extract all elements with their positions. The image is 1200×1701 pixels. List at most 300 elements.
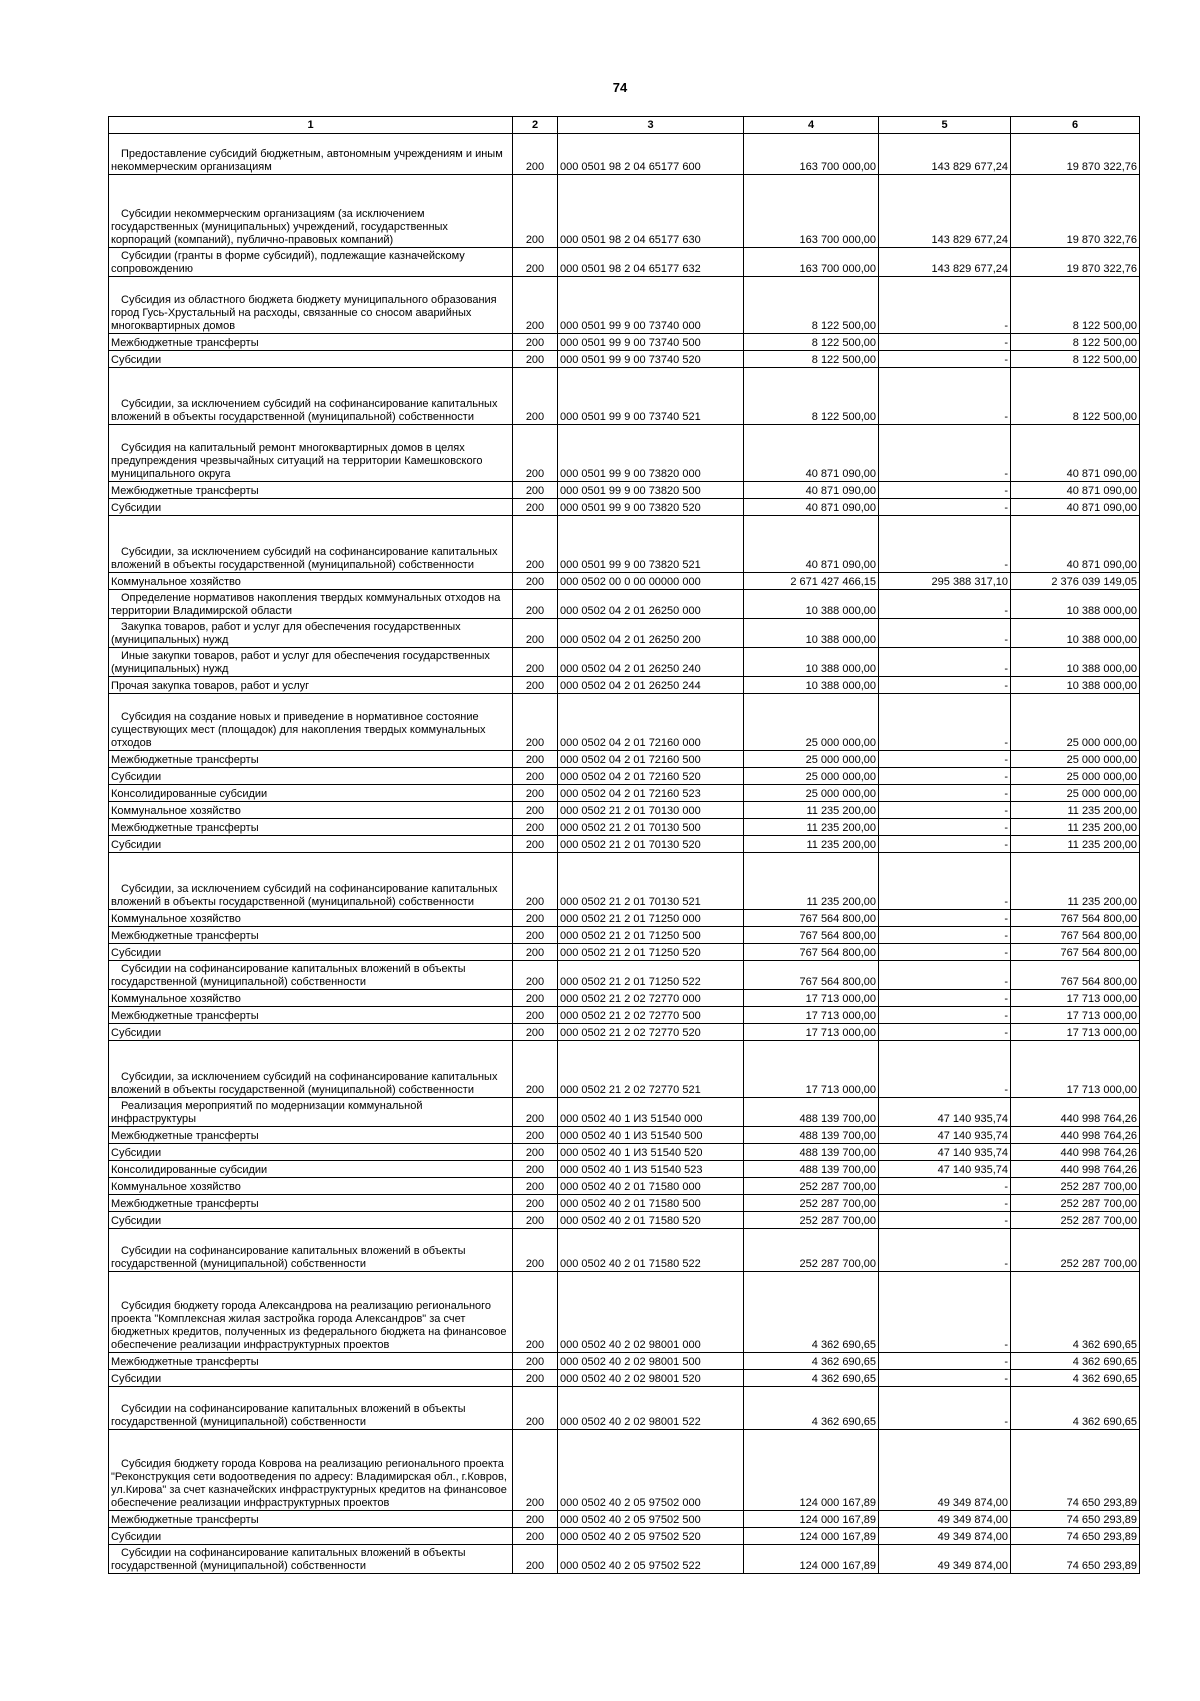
row-name-cell: Субсидии, за исключением субсидий на софинансирование капитальных вложений в объекты государственной (муниципальной) собственности (109, 853, 513, 910)
row-name-cell: Субсидия из областного бюджета бюджету муниципального образования город Гусь-Хрустальный на расходы, связанные со сносом аварийных многоквартирных домов (109, 277, 513, 334)
row-group-cell: 200 (513, 1024, 558, 1041)
row-remaining-cell: 74 650 293,89 (1011, 1528, 1140, 1545)
row-code-cell: 000 0502 21 2 01 70130 520 (558, 836, 744, 853)
row-code-cell: 000 0502 04 2 01 72160 523 (558, 785, 744, 802)
table-row (109, 836, 1140, 853)
row-group-cell: 200 (513, 1511, 558, 1528)
row-name-cell: Субсидии (109, 1024, 513, 1041)
row-name-cell: Консолидированные субсидии (109, 1161, 513, 1178)
table-row (109, 853, 1140, 910)
row-code-cell: 000 0502 40 2 01 71580 000 (558, 1178, 744, 1195)
row-group-cell: 200 (513, 516, 558, 573)
table-row (109, 619, 1140, 648)
row-group-cell: 200 (513, 334, 558, 351)
row-remaining-cell: 25 000 000,00 (1011, 694, 1140, 751)
row-executed-cell: 49 349 874,00 (879, 1528, 1011, 1545)
row-group-cell: 200 (513, 351, 558, 368)
table-row (109, 277, 1140, 334)
row-executed-cell: - (879, 1229, 1011, 1272)
row-code-cell: 000 0502 04 2 01 72160 520 (558, 768, 744, 785)
row-approved-cell: 488 139 700,00 (744, 1144, 879, 1161)
row-group-cell: 200 (513, 175, 558, 248)
table-row (109, 1195, 1140, 1212)
row-executed-cell: - (879, 910, 1011, 927)
row-code-cell: 000 0501 98 2 04 65177 600 (558, 134, 744, 175)
row-remaining-cell: 40 871 090,00 (1011, 425, 1140, 482)
row-approved-cell: 11 235 200,00 (744, 819, 879, 836)
row-executed-cell: - (879, 819, 1011, 836)
row-group-cell: 200 (513, 648, 558, 677)
header-col-1: 1 (109, 117, 513, 134)
row-name-cell: Межбюджетные трансферты (109, 334, 513, 351)
row-approved-cell: 2 671 427 466,15 (744, 573, 879, 590)
row-approved-cell: 767 564 800,00 (744, 961, 879, 990)
row-name-cell: Прочая закупка товаров, работ и услуг (109, 677, 513, 694)
row-executed-cell: 143 829 677,24 (879, 134, 1011, 175)
row-code-cell: 000 0502 40 1 И3 51540 000 (558, 1098, 744, 1127)
row-remaining-cell: 40 871 090,00 (1011, 482, 1140, 499)
row-remaining-cell: 19 870 322,76 (1011, 248, 1140, 277)
row-name-cell: Субсидии на софинансирование капитальных вложений в объекты государственной (муниципальной) собственности (109, 961, 513, 990)
row-executed-cell: - (879, 1387, 1011, 1430)
row-approved-cell: 8 122 500,00 (744, 334, 879, 351)
row-code-cell: 000 0501 98 2 04 65177 632 (558, 248, 744, 277)
row-executed-cell: - (879, 590, 1011, 619)
row-executed-cell: 143 829 677,24 (879, 175, 1011, 248)
row-approved-cell: 252 287 700,00 (744, 1178, 879, 1195)
row-approved-cell: 767 564 800,00 (744, 910, 879, 927)
row-name-cell: Межбюджетные трансферты (109, 927, 513, 944)
row-approved-cell: 488 139 700,00 (744, 1127, 879, 1144)
row-executed-cell: - (879, 351, 1011, 368)
row-remaining-cell: 4 362 690,65 (1011, 1353, 1140, 1370)
row-remaining-cell: 10 388 000,00 (1011, 590, 1140, 619)
row-executed-cell: - (879, 694, 1011, 751)
row-executed-cell: - (879, 836, 1011, 853)
row-approved-cell: 252 287 700,00 (744, 1212, 879, 1229)
table-row (109, 1041, 1140, 1098)
row-approved-cell: 124 000 167,89 (744, 1545, 879, 1574)
row-group-cell: 200 (513, 1007, 558, 1024)
row-executed-cell: - (879, 927, 1011, 944)
table-row (109, 351, 1140, 368)
row-name-cell: Коммунальное хозяйство (109, 802, 513, 819)
table-row (109, 751, 1140, 768)
row-group-cell: 200 (513, 1430, 558, 1511)
row-name-cell: Субсидия на капитальный ремонт многоквартирных домов в целях предупреждения чрезвычайных ситуаций на территории Камешковского муниципального округа (109, 425, 513, 482)
row-remaining-cell: 767 564 800,00 (1011, 927, 1140, 944)
row-name-cell: Субсидии на софинансирование капитальных вложений в объекты государственной (муниципальной) собственности (109, 1545, 513, 1574)
row-group-cell: 200 (513, 751, 558, 768)
row-approved-cell: 17 713 000,00 (744, 990, 879, 1007)
table-row (109, 1272, 1140, 1353)
table-row (109, 1007, 1140, 1024)
row-group-cell: 200 (513, 277, 558, 334)
row-remaining-cell: 10 388 000,00 (1011, 677, 1140, 694)
row-name-cell: Межбюджетные трансферты (109, 1127, 513, 1144)
row-name-cell: Иные закупки товаров, работ и услуг для обеспечения государственных (муниципальных) нужд (109, 648, 513, 677)
row-group-cell: 200 (513, 1387, 558, 1430)
header-row (109, 117, 1140, 134)
table-row (109, 1353, 1140, 1370)
row-group-cell: 200 (513, 248, 558, 277)
table-row (109, 1127, 1140, 1144)
row-code-cell: 000 0502 40 2 05 97502 522 (558, 1545, 744, 1574)
row-group-cell: 200 (513, 425, 558, 482)
row-code-cell: 000 0502 21 2 01 71250 522 (558, 961, 744, 990)
row-remaining-cell: 74 650 293,89 (1011, 1545, 1140, 1574)
row-executed-cell: - (879, 944, 1011, 961)
row-remaining-cell: 440 998 764,26 (1011, 1127, 1140, 1144)
table-row (109, 1528, 1140, 1545)
row-code-cell: 000 0502 40 2 02 98001 522 (558, 1387, 744, 1430)
row-approved-cell: 11 235 200,00 (744, 802, 879, 819)
row-approved-cell: 252 287 700,00 (744, 1229, 879, 1272)
row-name-cell: Субсидии на софинансирование капитальных вложений в объекты государственной (муниципальной) собственности (109, 1229, 513, 1272)
row-code-cell: 000 0502 04 2 01 26250 240 (558, 648, 744, 677)
row-code-cell: 000 0502 40 2 01 71580 522 (558, 1229, 744, 1272)
row-approved-cell: 163 700 000,00 (744, 175, 879, 248)
row-name-cell: Субсидии, за исключением субсидий на софинансирование капитальных вложений в объекты государственной (муниципальной) собственности (109, 1041, 513, 1098)
row-remaining-cell: 252 287 700,00 (1011, 1212, 1140, 1229)
table-row (109, 499, 1140, 516)
row-executed-cell: 47 140 935,74 (879, 1098, 1011, 1127)
row-code-cell: 000 0502 40 2 05 97502 000 (558, 1430, 744, 1511)
table-row (109, 990, 1140, 1007)
row-code-cell: 000 0502 40 2 01 71580 500 (558, 1195, 744, 1212)
row-executed-cell: 49 349 874,00 (879, 1545, 1011, 1574)
table-row (109, 910, 1140, 927)
header-col-5: 5 (879, 117, 1011, 134)
page-number: 74 (612, 80, 628, 95)
row-code-cell: 000 0502 21 2 02 72770 521 (558, 1041, 744, 1098)
row-code-cell: 000 0502 21 2 02 72770 500 (558, 1007, 744, 1024)
row-name-cell: Межбюджетные трансферты (109, 1353, 513, 1370)
row-code-cell: 000 0502 40 1 И3 51540 523 (558, 1161, 744, 1178)
row-code-cell: 000 0501 99 9 00 73820 521 (558, 516, 744, 573)
row-group-cell: 200 (513, 1195, 558, 1212)
row-group-cell: 200 (513, 1528, 558, 1545)
row-name-cell: Субсидии (109, 1144, 513, 1161)
row-approved-cell: 25 000 000,00 (744, 785, 879, 802)
row-remaining-cell: 4 362 690,65 (1011, 1370, 1140, 1387)
row-code-cell: 000 0501 98 2 04 65177 630 (558, 175, 744, 248)
row-approved-cell: 4 362 690,65 (744, 1370, 879, 1387)
row-remaining-cell: 440 998 764,26 (1011, 1144, 1140, 1161)
row-code-cell: 000 0502 40 2 01 71580 520 (558, 1212, 744, 1229)
table-row (109, 1511, 1140, 1528)
row-approved-cell: 10 388 000,00 (744, 590, 879, 619)
row-name-cell: Коммунальное хозяйство (109, 990, 513, 1007)
row-executed-cell: 49 349 874,00 (879, 1430, 1011, 1511)
row-approved-cell: 40 871 090,00 (744, 499, 879, 516)
row-approved-cell: 4 362 690,65 (744, 1387, 879, 1430)
row-code-cell: 000 0502 40 2 05 97502 520 (558, 1528, 744, 1545)
budget-table (108, 116, 1140, 1574)
row-name-cell: Субсидии (109, 768, 513, 785)
row-executed-cell: 49 349 874,00 (879, 1511, 1011, 1528)
table-row (109, 1430, 1140, 1511)
row-executed-cell: - (879, 853, 1011, 910)
table-row (109, 1024, 1140, 1041)
row-executed-cell: - (879, 1272, 1011, 1353)
row-name-cell: Консолидированные субсидии (109, 785, 513, 802)
header-col-2: 2 (513, 117, 558, 134)
row-remaining-cell: 767 564 800,00 (1011, 961, 1140, 990)
row-code-cell: 000 0501 99 9 00 73820 000 (558, 425, 744, 482)
row-code-cell: 000 0502 40 2 02 98001 000 (558, 1272, 744, 1353)
row-code-cell: 000 0501 99 9 00 73740 521 (558, 368, 744, 425)
row-group-cell: 200 (513, 802, 558, 819)
row-executed-cell: - (879, 802, 1011, 819)
row-remaining-cell: 11 235 200,00 (1011, 853, 1140, 910)
row-remaining-cell: 74 650 293,89 (1011, 1430, 1140, 1511)
row-name-cell: Закупка товаров, работ и услуг для обеспечения государственных (муниципальных) нужд (109, 619, 513, 648)
row-code-cell: 000 0502 21 2 01 71250 520 (558, 944, 744, 961)
row-group-cell: 200 (513, 836, 558, 853)
row-executed-cell: 47 140 935,74 (879, 1161, 1011, 1178)
row-code-cell: 000 0502 40 2 02 98001 520 (558, 1370, 744, 1387)
row-group-cell: 200 (513, 590, 558, 619)
row-name-cell: Субсидии (109, 944, 513, 961)
table-row (109, 944, 1140, 961)
row-group-cell: 200 (513, 1041, 558, 1098)
row-remaining-cell: 767 564 800,00 (1011, 910, 1140, 927)
row-executed-cell: - (879, 334, 1011, 351)
row-approved-cell: 10 388 000,00 (744, 677, 879, 694)
row-group-cell: 200 (513, 785, 558, 802)
row-group-cell: 200 (513, 1098, 558, 1127)
row-remaining-cell: 252 287 700,00 (1011, 1178, 1140, 1195)
row-group-cell: 200 (513, 573, 558, 590)
row-executed-cell: - (879, 1041, 1011, 1098)
row-remaining-cell: 440 998 764,26 (1011, 1098, 1140, 1127)
row-name-cell: Коммунальное хозяйство (109, 1178, 513, 1195)
row-remaining-cell: 8 122 500,00 (1011, 334, 1140, 351)
table-row (109, 1098, 1140, 1127)
row-name-cell: Межбюджетные трансферты (109, 1195, 513, 1212)
row-executed-cell: - (879, 1195, 1011, 1212)
row-name-cell: Субсидии (109, 351, 513, 368)
table-row (109, 425, 1140, 482)
row-remaining-cell: 11 235 200,00 (1011, 819, 1140, 836)
row-executed-cell: - (879, 277, 1011, 334)
row-executed-cell: - (879, 482, 1011, 499)
row-approved-cell: 124 000 167,89 (744, 1528, 879, 1545)
row-remaining-cell: 19 870 322,76 (1011, 134, 1140, 175)
table-row (109, 677, 1140, 694)
row-group-cell: 200 (513, 910, 558, 927)
row-remaining-cell: 252 287 700,00 (1011, 1195, 1140, 1212)
row-remaining-cell: 8 122 500,00 (1011, 368, 1140, 425)
row-group-cell: 200 (513, 768, 558, 785)
table-row (109, 1370, 1140, 1387)
row-remaining-cell: 8 122 500,00 (1011, 277, 1140, 334)
header-col-4: 4 (744, 117, 879, 134)
table-row (109, 1387, 1140, 1430)
table-row (109, 785, 1140, 802)
row-approved-cell: 25 000 000,00 (744, 751, 879, 768)
row-name-cell: Межбюджетные трансферты (109, 482, 513, 499)
table-row (109, 1161, 1140, 1178)
row-approved-cell: 163 700 000,00 (744, 134, 879, 175)
table-row (109, 961, 1140, 990)
row-name-cell: Субсидии (109, 1370, 513, 1387)
row-executed-cell: - (879, 516, 1011, 573)
row-name-cell: Субсидия на создание новых и приведение в нормативное состояние существующих мест (площадок) для накопления твердых коммунальных отходов (109, 694, 513, 751)
table-body (109, 134, 1140, 1574)
row-approved-cell: 488 139 700,00 (744, 1161, 879, 1178)
table-row (109, 590, 1140, 619)
row-group-cell: 200 (513, 1370, 558, 1387)
row-executed-cell: - (879, 1007, 1011, 1024)
row-name-cell: Субсидия бюджету города Коврова на реализацию регионального проекта "Реконструкция сети водоотведения по адресу: Владимирская обл., г.Ковров, ул.Кирова" за счет казначейских инфраструктурных кредитов на финансовое обеспечение реализации инфраструктурных проектов (109, 1430, 513, 1511)
row-group-cell: 200 (513, 819, 558, 836)
row-approved-cell: 40 871 090,00 (744, 425, 879, 482)
row-approved-cell: 163 700 000,00 (744, 248, 879, 277)
row-executed-cell: - (879, 677, 1011, 694)
row-group-cell: 200 (513, 961, 558, 990)
row-remaining-cell: 10 388 000,00 (1011, 619, 1140, 648)
row-approved-cell: 8 122 500,00 (744, 277, 879, 334)
row-name-cell: Межбюджетные трансферты (109, 751, 513, 768)
row-approved-cell: 10 388 000,00 (744, 648, 879, 677)
row-code-cell: 000 0502 04 2 01 72160 000 (558, 694, 744, 751)
row-name-cell: Субсидии на софинансирование капитальных вложений в объекты государственной (муниципальной) собственности (109, 1387, 513, 1430)
header-col-3: 3 (558, 117, 744, 134)
row-code-cell: 000 0502 40 1 И3 51540 500 (558, 1127, 744, 1144)
row-remaining-cell: 17 713 000,00 (1011, 1041, 1140, 1098)
table-row (109, 694, 1140, 751)
row-executed-cell: - (879, 368, 1011, 425)
row-code-cell: 000 0502 21 2 01 70130 521 (558, 853, 744, 910)
row-code-cell: 000 0502 21 2 01 70130 000 (558, 802, 744, 819)
row-executed-cell: - (879, 1178, 1011, 1195)
row-executed-cell: - (879, 425, 1011, 482)
row-group-cell: 200 (513, 134, 558, 175)
table-row (109, 516, 1140, 573)
row-approved-cell: 17 713 000,00 (744, 1024, 879, 1041)
table-row (109, 175, 1140, 248)
row-executed-cell: 143 829 677,24 (879, 248, 1011, 277)
row-code-cell: 000 0502 21 2 01 71250 000 (558, 910, 744, 927)
table-row (109, 1178, 1140, 1195)
table-row (109, 1545, 1140, 1574)
row-name-cell: Субсидии (109, 1528, 513, 1545)
row-group-cell: 200 (513, 1144, 558, 1161)
row-code-cell: 000 0502 40 2 05 97502 500 (558, 1511, 744, 1528)
row-code-cell: 000 0502 04 2 01 26250 000 (558, 590, 744, 619)
row-remaining-cell: 4 362 690,65 (1011, 1387, 1140, 1430)
row-group-cell: 200 (513, 619, 558, 648)
row-group-cell: 200 (513, 1545, 558, 1574)
row-executed-cell: - (879, 751, 1011, 768)
row-remaining-cell: 17 713 000,00 (1011, 990, 1140, 1007)
row-remaining-cell: 19 870 322,76 (1011, 175, 1140, 248)
row-remaining-cell: 4 362 690,65 (1011, 1272, 1140, 1353)
row-name-cell: Субсидии, за исключением субсидий на софинансирование капитальных вложений в объекты государственной (муниципальной) собственности (109, 368, 513, 425)
row-name-cell: Межбюджетные трансферты (109, 1007, 513, 1024)
row-group-cell: 200 (513, 694, 558, 751)
row-executed-cell: - (879, 619, 1011, 648)
row-remaining-cell: 11 235 200,00 (1011, 836, 1140, 853)
row-code-cell: 000 0502 04 2 01 26250 200 (558, 619, 744, 648)
row-approved-cell: 10 388 000,00 (744, 619, 879, 648)
row-approved-cell: 17 713 000,00 (744, 1007, 879, 1024)
row-remaining-cell: 40 871 090,00 (1011, 516, 1140, 573)
row-approved-cell: 252 287 700,00 (744, 1195, 879, 1212)
table-row (109, 368, 1140, 425)
row-executed-cell: 47 140 935,74 (879, 1127, 1011, 1144)
row-approved-cell: 40 871 090,00 (744, 482, 879, 499)
row-code-cell: 000 0502 04 2 01 26250 244 (558, 677, 744, 694)
row-remaining-cell: 25 000 000,00 (1011, 751, 1140, 768)
row-group-cell: 200 (513, 1161, 558, 1178)
row-executed-cell: - (879, 648, 1011, 677)
row-remaining-cell: 17 713 000,00 (1011, 1007, 1140, 1024)
row-group-cell: 200 (513, 482, 558, 499)
row-executed-cell: - (879, 990, 1011, 1007)
row-approved-cell: 767 564 800,00 (744, 927, 879, 944)
row-code-cell: 000 0502 00 0 00 00000 000 (558, 573, 744, 590)
row-remaining-cell: 767 564 800,00 (1011, 944, 1140, 961)
row-executed-cell: - (879, 499, 1011, 516)
row-name-cell: Субсидии (109, 836, 513, 853)
row-group-cell: 200 (513, 677, 558, 694)
row-group-cell: 200 (513, 1272, 558, 1353)
row-name-cell: Определение нормативов накопления твердых коммунальных отходов на территории Владимирской области (109, 590, 513, 619)
row-remaining-cell: 2 376 039 149,05 (1011, 573, 1140, 590)
row-name-cell: Реализация мероприятий по модернизации коммунальной инфраструктуры (109, 1098, 513, 1127)
row-name-cell: Субсидии некоммерческим организациям (за исключением государственных (муниципальных) учреждений, государственных корпораций (компаний), публично-правовых компаний) (109, 175, 513, 248)
row-code-cell: 000 0502 40 1 И3 51540 520 (558, 1144, 744, 1161)
row-code-cell: 000 0502 21 2 01 70130 500 (558, 819, 744, 836)
row-name-cell: Субсидии (109, 499, 513, 516)
row-approved-cell: 4 362 690,65 (744, 1353, 879, 1370)
row-approved-cell: 8 122 500,00 (744, 351, 879, 368)
row-code-cell: 000 0502 40 2 02 98001 500 (558, 1353, 744, 1370)
table-row (109, 819, 1140, 836)
row-code-cell: 000 0501 99 9 00 73820 520 (558, 499, 744, 516)
table-row (109, 1212, 1140, 1229)
row-name-cell: Субсидия бюджету города Александрова на реализацию регионального проекта "Комплексная жилая застройка города Александров" за счет бюджетных кредитов, полученных из федерального бюджета на финансовое обеспечение реализации инфраструктурных проектов (109, 1272, 513, 1353)
row-executed-cell: 47 140 935,74 (879, 1144, 1011, 1161)
row-code-cell: 000 0502 21 2 02 72770 520 (558, 1024, 744, 1041)
row-group-cell: 200 (513, 944, 558, 961)
table-row (109, 334, 1140, 351)
row-name-cell: Межбюджетные трансферты (109, 819, 513, 836)
row-approved-cell: 124 000 167,89 (744, 1430, 879, 1511)
row-name-cell: Коммунальное хозяйство (109, 573, 513, 590)
row-name-cell: Межбюджетные трансферты (109, 1511, 513, 1528)
table-row (109, 802, 1140, 819)
row-code-cell: 000 0501 99 9 00 73740 500 (558, 334, 744, 351)
row-approved-cell: 488 139 700,00 (744, 1098, 879, 1127)
table-row (109, 248, 1140, 277)
row-group-cell: 200 (513, 368, 558, 425)
row-approved-cell: 17 713 000,00 (744, 1041, 879, 1098)
header-col-6: 6 (1011, 117, 1140, 134)
row-remaining-cell: 10 388 000,00 (1011, 648, 1140, 677)
row-approved-cell: 8 122 500,00 (744, 368, 879, 425)
row-approved-cell: 11 235 200,00 (744, 836, 879, 853)
row-code-cell: 000 0502 21 2 01 71250 500 (558, 927, 744, 944)
row-name-cell: Предоставление субсидий бюджетным, автономным учреждениям и иным некоммерческим организациям (109, 134, 513, 175)
row-remaining-cell: 11 235 200,00 (1011, 802, 1140, 819)
row-group-cell: 200 (513, 853, 558, 910)
table-row (109, 1229, 1140, 1272)
row-group-cell: 200 (513, 1353, 558, 1370)
